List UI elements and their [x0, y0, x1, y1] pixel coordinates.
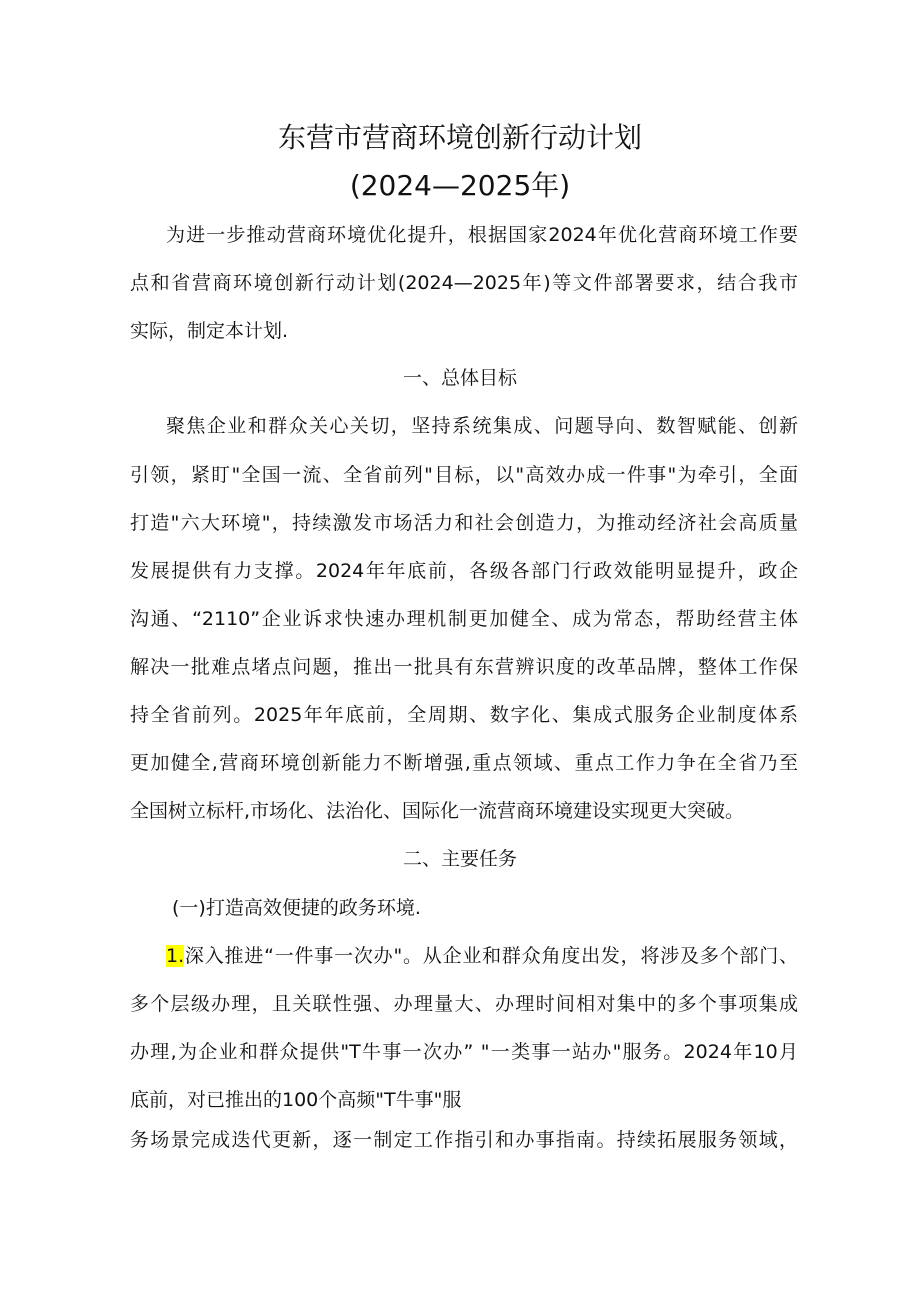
document-title-years: (2024—2025年): [349, 169, 571, 202]
section-heading-main-tasks: 二、主要任务: [402, 848, 517, 870]
item-number-highlight: 1.: [166, 945, 185, 967]
section-heading-overall-goals: 一、总体目标: [402, 367, 517, 389]
body-line: 聚焦企业和群众关心关切，坚持系统集成、问题导向、数智赋能、创新: [166, 415, 798, 437]
intro-line: 点和省营商环境创新行动计划(2024—2025年)等文件部署要求，结合我市: [130, 272, 798, 294]
intro-line: 实际，制定本计划.: [130, 320, 289, 342]
item-1-text: 深入推进“一件事一次办"。从企业和群众角度出发，将涉及多个部门、: [184, 945, 798, 967]
subsection-heading: (一)打造高效便捷的政务环境.: [172, 897, 421, 919]
body-line: 办理,为企业和群众提供"T牛事一次办” "一类事一站办"服务。2024年10月: [130, 1041, 798, 1063]
document-title: 东营市营商环境创新行动计划: [277, 121, 642, 154]
body-line: 底前，对已推出的100个高频"T牛事"服: [130, 1089, 462, 1111]
body-line: 发展提供有力支撑。2024年年底前，各级各部门行政效能明显提升，政企: [130, 560, 798, 582]
body-line: 引领，紧盯"全国一流、全省前列"目标，以"高效办成一件事"为牵引，全面: [130, 464, 798, 486]
body-line: 解决一批难点堵点问题，推出一批具有东营辨识度的改革品牌，整体工作保: [130, 656, 798, 678]
body-line: 打造"六大环境"，持续激发市场活力和社会创造力，为推动经济社会高质量: [130, 512, 798, 534]
body-line: 沟通、“2110”企业诉求快速办理机制更加健全、成为常态，帮助经营主体: [130, 608, 798, 630]
body-line: 更加健全,营商环境创新能力不断增强,重点领域、重点工作力争在全省乃至: [130, 752, 798, 774]
body-line: 务场景完成迭代更新，逐一制定工作指引和办事指南。持续拓展服务领域，: [130, 1129, 798, 1151]
body-line: 持全省前列。2025年年底前，全周期、数字化、集成式服务企业制度体系: [130, 704, 798, 726]
body-line: 多个层级办理，且关联性强、办理量大、办理时间相对集中的多个事项集成: [130, 993, 798, 1015]
intro-line: 为进一步推动营商环境优化提升，根据国家2024年优化营商环境工作要: [166, 224, 798, 246]
item-1-line: [166, 940, 798, 972]
body-line: 全国树立标杆,市场化、法治化、国际化一流营商环境建设实现更大突破。: [130, 800, 745, 822]
